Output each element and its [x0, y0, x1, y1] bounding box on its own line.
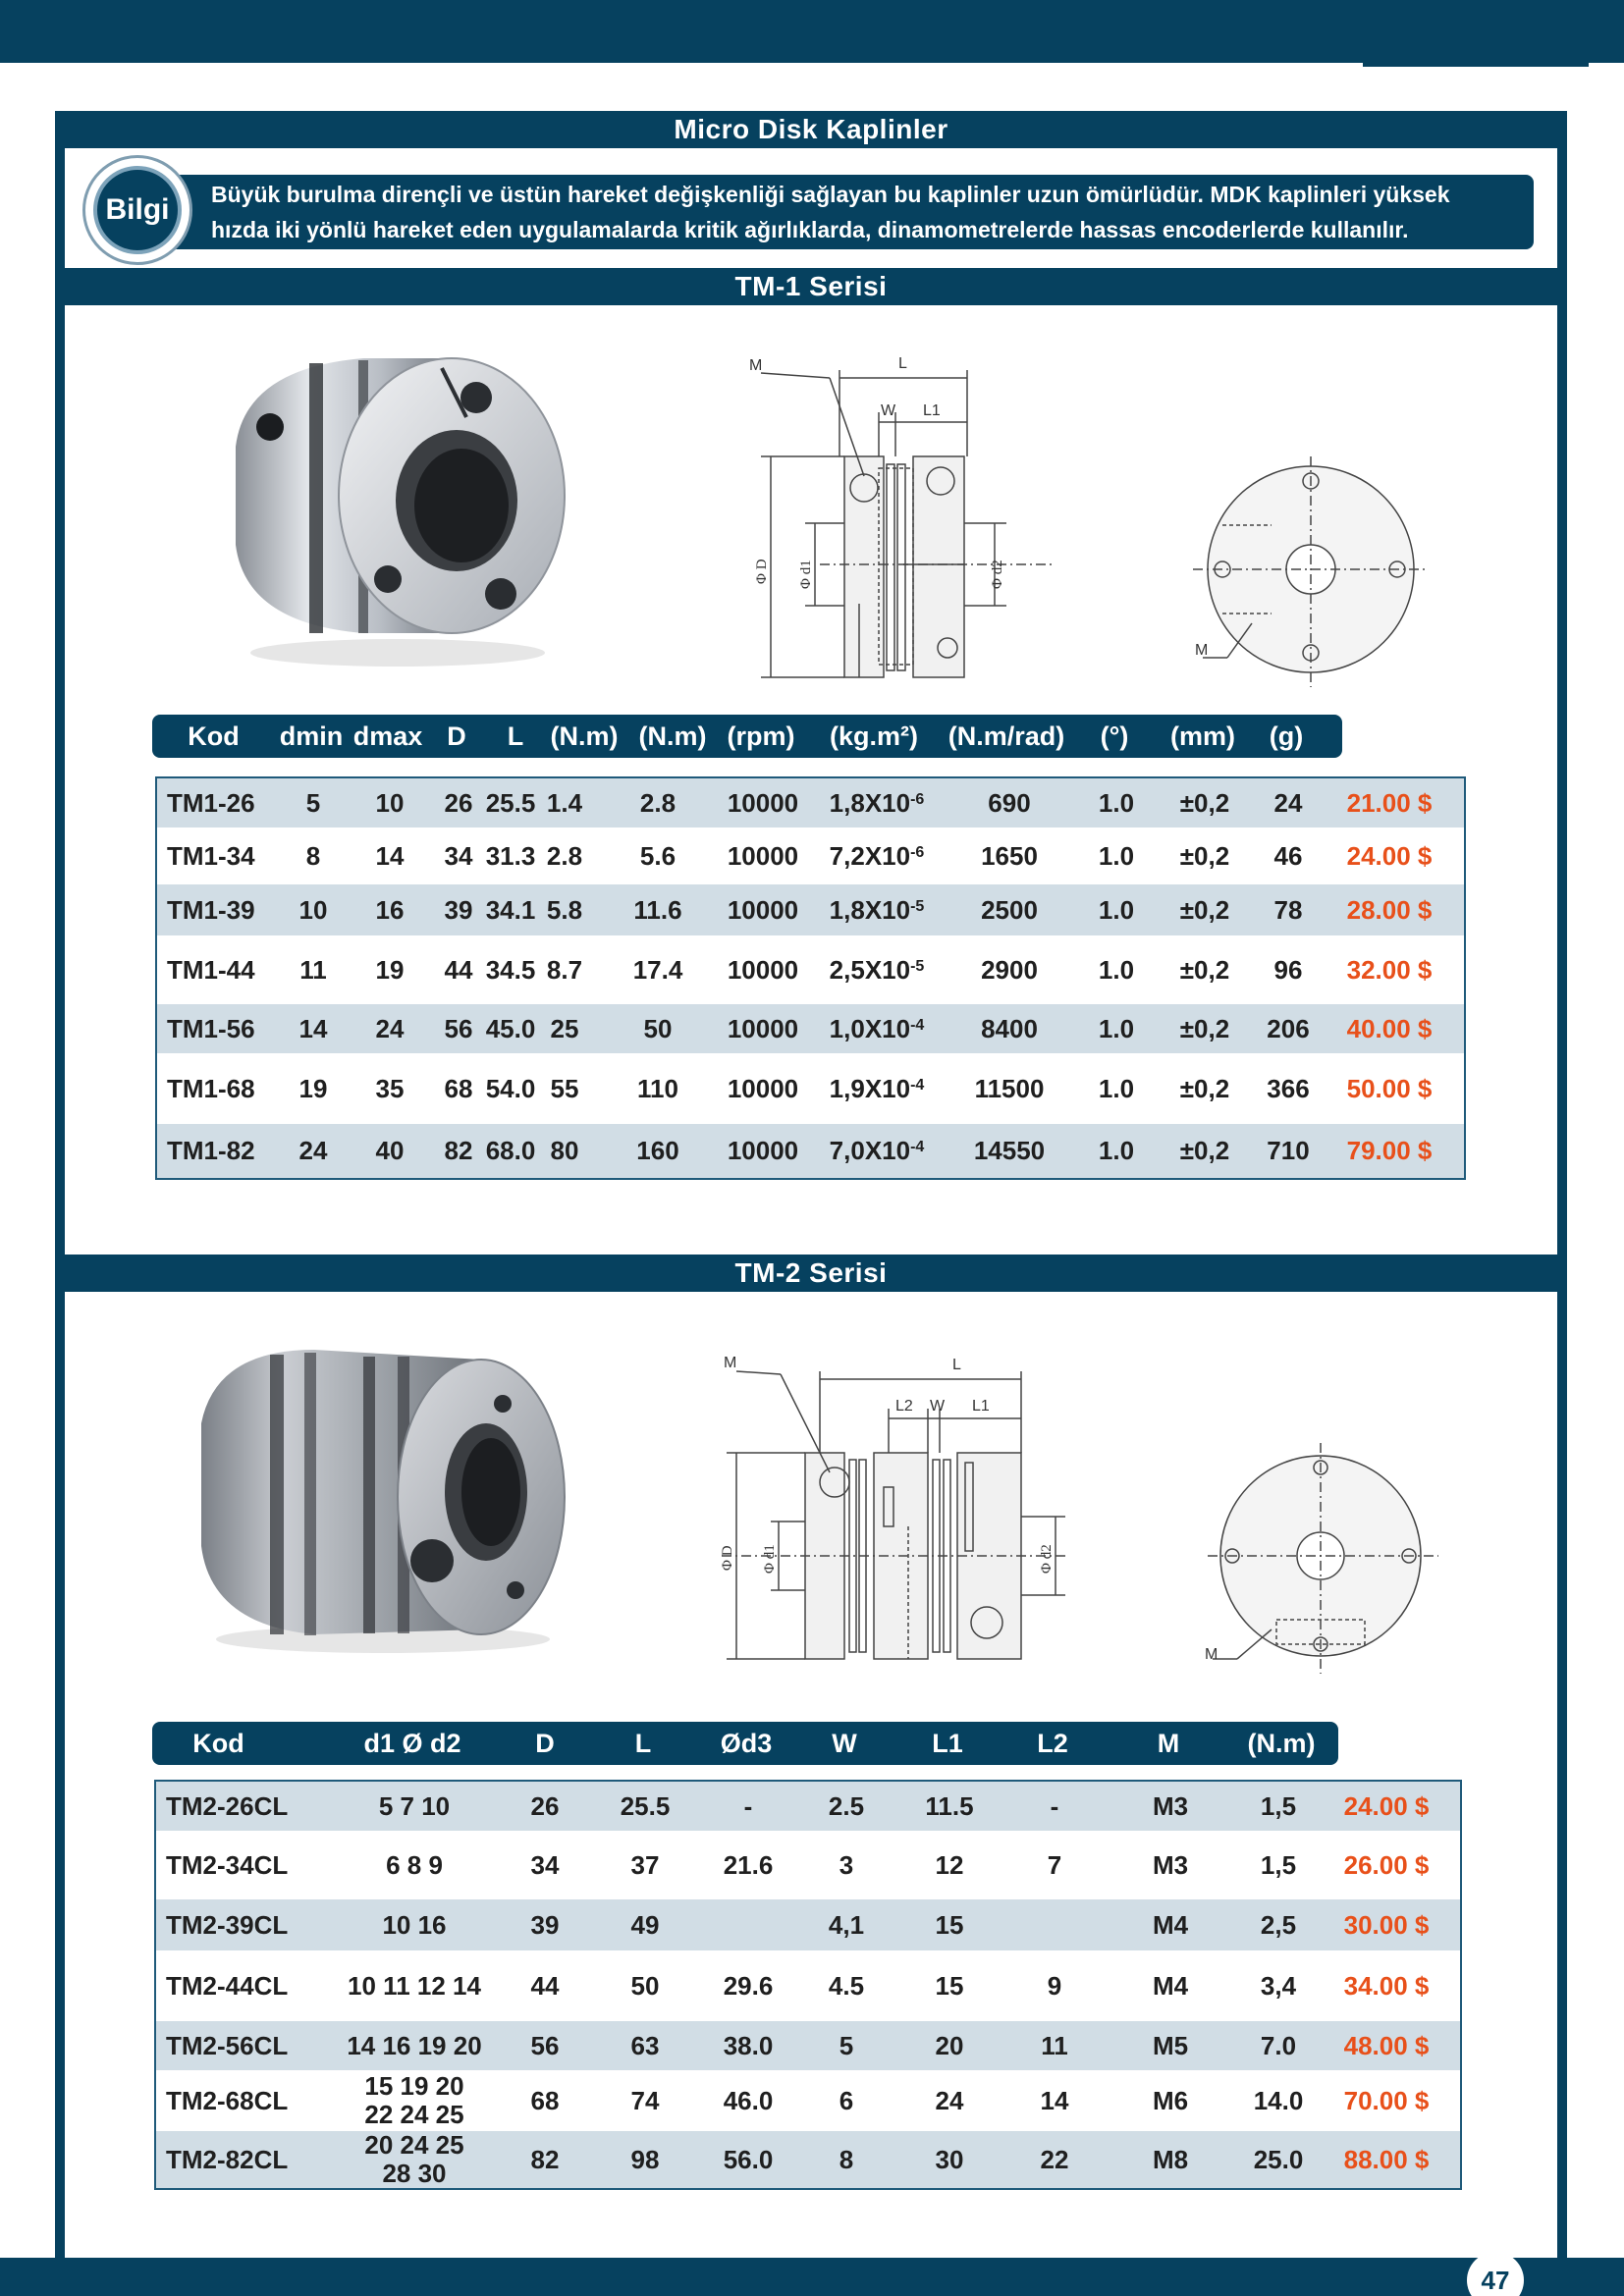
tm1-cell-code: TM1-26 [167, 787, 255, 818]
tm1-product-photo [216, 329, 579, 672]
tm2-cell-l2: 22 [1040, 2144, 1069, 2174]
tm1-cell-rpm: 10000 [727, 954, 799, 985]
tm1-cell-inertia: 1,8X10 $^{-5}$ [829, 894, 925, 925]
tm2-drawing-label-l: L [952, 1357, 961, 1373]
tm2-cell-torque: 1,5 [1260, 1790, 1297, 1821]
tm1-cell-dmin: 14 [298, 1013, 328, 1043]
tm1-cell-g: 46 [1273, 840, 1303, 871]
tm2-cell-l: 63 [630, 2030, 660, 2060]
tm2-drawing-label-phid: Φ D [720, 1545, 735, 1571]
tm1-cell-dmax: 19 [375, 954, 405, 985]
tm1-cell-dmax: 24 [375, 1013, 405, 1043]
tm1-cell-g: 710 [1267, 1136, 1310, 1165]
tm1-cell-l: 54.0 [485, 1073, 536, 1103]
tm2-cell-torque: 25.0 [1253, 2144, 1304, 2174]
tm2-drawing-label-phid2: Φ d2 [1039, 1544, 1055, 1574]
tm1-cell-mm: ±0,2 [1179, 1136, 1230, 1165]
tm2-cell-m: M4 [1152, 1970, 1189, 2001]
info-line-2: hızda iki yönlü hareket eden uygulamalarda kritik ağırlıklarda, dinamometrelerde hassas encoderlerde kullanılır. [211, 217, 1409, 242]
tm1-drawing-label-phid2: Φ d2 [990, 560, 1005, 589]
tm1-cell-rpm: 10000 [727, 894, 799, 925]
tm1-cell-stiffness: 2900 [981, 954, 1038, 985]
tm1-cell-code: TM1-39 [167, 894, 255, 925]
tm2-cell-d: 26 [530, 1790, 560, 1821]
tm2-header-m: M [1157, 1729, 1180, 1758]
tm2-cell-torque: 1,5 [1260, 1849, 1297, 1880]
tm2-header-l1: L1 [932, 1729, 963, 1758]
tm1-cell-inertia: 1,9X10 $^{-4}$ [829, 1073, 925, 1103]
tm2-cell-l1: 15 [935, 1909, 964, 1940]
tm2-cell-torque: 7.0 [1260, 2030, 1297, 2060]
tm1-cell-d: 56 [444, 1013, 473, 1043]
tm1-cell-torque1: 8.7 [546, 954, 583, 985]
tm1-cell-price: 32.00 $ [1346, 954, 1433, 985]
tm1-cell-angle: 1.0 [1098, 894, 1135, 925]
tm1-cell-angle: 1.0 [1098, 1073, 1135, 1103]
tm1-cell-mm: ±0,2 [1179, 787, 1230, 818]
tm1-cell-dmin: 10 [298, 894, 328, 925]
tm1-cell-torque1: 55 [550, 1073, 579, 1103]
tm2-cell-d3 [704, 1899, 792, 1950]
tm1-cell-price: 50.00 $ [1346, 1073, 1433, 1103]
tm2-header-kod: Kod [192, 1729, 244, 1758]
tm2-cell-l1: 30 [935, 2144, 964, 2174]
tm2-cell-code: TM2-68CL [166, 2085, 289, 2115]
tm1-cell-inertia: 1,0X10 $^{-4}$ [829, 1013, 925, 1043]
tm1-cell-mm: ±0,2 [1179, 1073, 1230, 1103]
tm1-cell-stiffness: 2500 [981, 894, 1038, 925]
tm1-cell-d: 68 [444, 1073, 473, 1103]
tm1-cell-d: 34 [444, 840, 473, 871]
tm1-technical-drawing-side [741, 348, 1134, 692]
tm1-header-d: D [447, 721, 466, 751]
tm1-cell-d: 39 [444, 894, 473, 925]
tm1-cell-l: 34.5 [485, 954, 536, 985]
tm2-technical-drawing-front [1193, 1438, 1448, 1683]
table-row [156, 1899, 1460, 1950]
tm1-cell-torque2: 11.6 [633, 894, 682, 925]
table-row [157, 935, 1464, 1004]
table-row [156, 2021, 1460, 2070]
tm1-cell-torque2: 110 [637, 1073, 678, 1103]
tm1-cell-stiffness: 8400 [981, 1013, 1038, 1043]
tm1-cell-torque2: 17.4 [632, 954, 683, 985]
tm1-cell-d: 44 [444, 954, 473, 985]
info-line-1: Büyük burulma dirençli ve üstün hareket değişkenliği sağlayan bu kaplinler uzun ömürlüdür. MDK kaplinleri yüksek [211, 182, 1450, 207]
table-row [156, 1831, 1460, 1899]
tm2-cell-m: M8 [1152, 2144, 1189, 2174]
tm1-header-inertia: (kg.m²) [830, 721, 918, 751]
tm2-cell-l1: 20 [935, 2030, 964, 2060]
tm1-cell-mm: ±0,2 [1179, 840, 1230, 871]
tm1-drawing-label-w: W [881, 402, 896, 419]
table-row [156, 2070, 1460, 2131]
tm1-cell-inertia: 7,2X10 $^{-6}$ [829, 840, 925, 871]
page-title: Micro Disk Kaplinler [55, 111, 1567, 148]
tm2-cell-m: M6 [1152, 2085, 1189, 2115]
tm2-cell-price: 26.00 $ [1343, 1849, 1430, 1880]
tm2-cell-price: 24.00 $ [1343, 1790, 1430, 1821]
tm1-cell-code: TM1-56 [167, 1013, 255, 1043]
tm2-header-d: D [535, 1729, 555, 1758]
tm2-cell-torque: 14.0 [1253, 2085, 1304, 2115]
info-box [147, 175, 1534, 249]
tm1-cell-dmax: 40 [375, 1136, 405, 1165]
tm2-cell-code: TM2-56CL [166, 2030, 289, 2060]
tm2-cell-l: 50 [630, 1970, 660, 2001]
tm1-table-header [152, 715, 1342, 758]
tm1-cell-rpm: 10000 [727, 1073, 799, 1103]
tm2-cell-d3: 46.0 [723, 2085, 774, 2115]
tm2-cell-m: M4 [1152, 1909, 1189, 1940]
tm1-cell-dmin: 24 [298, 1136, 328, 1165]
tm1-drawing-label-l: L [898, 355, 907, 372]
tm1-cell-torque2: 5.6 [639, 840, 677, 871]
tm2-cell-l1: 24 [935, 2085, 964, 2115]
tm1-cell-stiffness: 11500 [974, 1073, 1045, 1103]
tm2-cell-d1d2: 10 11 12 14 [348, 1970, 481, 2001]
tm1-cell-angle: 1.0 [1098, 1013, 1135, 1043]
tm2-cell-code: TM2-44CL [166, 1970, 289, 2001]
tm2-drawing-label-w: W [930, 1398, 946, 1415]
tm1-cell-code: TM1-34 [167, 840, 255, 871]
tm1-cell-inertia: 1,8X10 $^{-6}$ [829, 787, 925, 818]
tm1-drawing-label-phid: Φ D [754, 559, 770, 584]
tm1-cell-price: 21.00 $ [1346, 787, 1433, 818]
tm1-drawing-label-phid1: Φ d1 [798, 560, 814, 589]
tm2-drawing-label-l1: L1 [972, 1398, 990, 1415]
tm2-cell-l: 98 [630, 2144, 660, 2174]
tm2-cell-m: M5 [1152, 2030, 1189, 2060]
tm1-cell-torque1: 25 [550, 1013, 579, 1043]
tm1-cell-torque2: 50 [643, 1013, 673, 1043]
tm1-cell-code: TM1-44 [167, 954, 255, 985]
tm1-header-torque2: (N.m) [638, 721, 707, 751]
tm2-cell-d: 68 [530, 2085, 560, 2115]
tm1-drawing-label-m: M [749, 357, 763, 374]
tm2-cell-d: 34 [530, 1849, 560, 1880]
tm1-cell-l: 34.1 [485, 894, 536, 925]
tm1-header-l: L [507, 721, 524, 751]
tm2-cell-l1: 12 [935, 1849, 964, 1880]
tm2-cell-l2: 9 [1047, 1970, 1062, 2001]
tm2-cell-m: M3 [1152, 1849, 1189, 1880]
tm2-cell-l2 [1020, 1899, 1089, 1950]
table-row [157, 1053, 1464, 1124]
tm1-cell-g: 206 [1267, 1013, 1310, 1043]
tm1-cell-angle: 1.0 [1098, 954, 1135, 985]
tm2-cell-d: 44 [530, 1970, 560, 2001]
tm1-cell-l: 31.3 [485, 840, 536, 871]
tm1-technical-drawing-front [1183, 447, 1448, 692]
tm2-cell-code: TM2-39CL [166, 1909, 289, 1940]
tm2-cell-d3: 21.6 [723, 1849, 774, 1880]
tm2-cell-torque: 2,5 [1260, 1909, 1297, 1940]
tm1-cell-g: 78 [1273, 894, 1303, 925]
tm2-cell-w: 3 [839, 1849, 854, 1880]
tm1-cell-dmin: 5 [305, 787, 321, 818]
tm2-cell-l: 25.5 [620, 1790, 671, 1821]
tm2-cell-l: 74 [630, 2085, 660, 2115]
tm2-header-torque: (N.m) [1247, 1729, 1316, 1758]
tm1-cell-d: 26 [444, 787, 473, 818]
tm2-drawing-label-l2: L2 [895, 1398, 913, 1415]
tm2-cell-m: M3 [1152, 1790, 1189, 1821]
tm1-cell-inertia: 7,0X10 $^{-4}$ [829, 1136, 925, 1165]
tm2-cell-code: TM2-26CL [166, 1790, 289, 1821]
tm2-cell-d1d2: 5 7 10 [378, 1790, 451, 1821]
tm2-technical-drawing-side [712, 1350, 1144, 1674]
tm2-cell-d3: 29.6 [723, 1970, 774, 2001]
tm2-header-l: L [634, 1729, 652, 1758]
tm2-front-label-m: M [1205, 1646, 1218, 1663]
tm1-cell-dmax: 35 [375, 1073, 405, 1103]
tm2-cell-l1: 15 [935, 1970, 964, 2001]
tm1-cell-price: 24.00 $ [1346, 840, 1433, 871]
table-row [156, 1782, 1460, 1831]
tm2-drawing-label-phid1: Φ d1 [762, 1544, 778, 1574]
tm2-cell-l: 37 [630, 1849, 660, 1880]
tm2-table-header [152, 1722, 1338, 1765]
tm2-section-title: TM-2 Serisi [55, 1255, 1567, 1292]
tm1-cell-g: 24 [1273, 787, 1303, 818]
tm1-header-dmin: dmin [279, 721, 344, 751]
tm1-cell-angle: 1.0 [1098, 1136, 1135, 1165]
tm2-cell-code: TM2-34CL [166, 1849, 289, 1880]
tm1-header-kod: Kod [188, 721, 240, 751]
tm1-cell-d: 82 [444, 1136, 473, 1165]
tm1-cell-torque1: 1.4 [546, 787, 583, 818]
tm1-header-g: (g) [1269, 721, 1304, 751]
tm2-cell-l2: - [1050, 1790, 1059, 1821]
info-badge-label: Bilgi [93, 166, 182, 254]
tm1-cell-rpm: 10000 [727, 1136, 799, 1165]
tm1-cell-rpm: 10000 [727, 787, 799, 818]
tm1-cell-rpm: 10000 [727, 1013, 799, 1043]
tm1-cell-mm: ±0,2 [1179, 954, 1230, 985]
tm1-cell-g: 96 [1273, 954, 1303, 985]
tm2-cell-torque: 3,4 [1260, 1970, 1297, 2001]
tm2-cell-d3: - [743, 1790, 753, 1821]
tm1-header-rpm: (rpm) [727, 721, 795, 751]
tm2-cell-d: 56 [530, 2030, 560, 2060]
tm2-cell-price: 34.00 $ [1343, 1970, 1430, 2001]
tm2-cell-w: 6 [839, 2085, 854, 2115]
info-badge [82, 155, 192, 265]
tm2-cell-price: 48.00 $ [1343, 2030, 1430, 2060]
tm2-header-d3: Ød3 [720, 1729, 773, 1758]
tm2-header-w: W [832, 1729, 857, 1758]
tm1-cell-code: TM1-82 [167, 1136, 255, 1165]
tm1-cell-dmax: 10 [375, 787, 405, 818]
tm1-cell-inertia: 2,5X10 $^{-5}$ [829, 954, 925, 985]
table-row [157, 778, 1464, 828]
page-number: 47 [1467, 2252, 1524, 2296]
tm1-cell-torque1: 80 [550, 1136, 579, 1165]
tm1-cell-dmin: 19 [298, 1073, 328, 1103]
tm2-cell-d3: 38.0 [723, 2030, 774, 2060]
tm2-cell-price: 30.00 $ [1343, 1909, 1430, 1940]
tm2-cell-d: 39 [530, 1909, 560, 1940]
tm2-cell-w: 5 [839, 2030, 854, 2060]
tm1-cell-stiffness: 690 [988, 787, 1031, 818]
tm2-cell-d1d2: 6 8 9 [386, 1849, 443, 1880]
tm1-cell-torque2: 2.8 [639, 787, 677, 818]
tm2-drawing-label-m: M [724, 1355, 737, 1371]
tm2-cell-d1d2: 14 16 19 20 [347, 2030, 482, 2060]
tm2-header-d1d2: d1 Ø d2 [363, 1729, 461, 1758]
tm1-header-stiffness: (N.m/rad) [947, 721, 1065, 751]
tm1-cell-torque1: 2.8 [546, 840, 583, 871]
tm2-product-photo [187, 1335, 579, 1659]
tm2-cell-w: 2.5 [828, 1790, 865, 1821]
tm1-cell-g: 366 [1267, 1073, 1310, 1103]
tm2-cell-price: 88.00 $ [1343, 2144, 1430, 2174]
tm1-cell-dmin: 8 [305, 840, 321, 871]
tm2-cell-price: 70.00 $ [1343, 2085, 1430, 2115]
tm2-cell-w: 4.5 [828, 1970, 865, 2001]
table-row [157, 1124, 1464, 1178]
table-row [156, 1950, 1460, 2021]
tm2-cell-l2: 14 [1040, 2085, 1069, 2115]
tm2-cell-code: TM2-82CL [166, 2144, 289, 2174]
tm1-header-torque1: (N.m) [550, 721, 619, 751]
tm1-cell-stiffness: 1650 [981, 840, 1038, 871]
tm1-cell-l: 25.5 [485, 787, 536, 818]
tm1-cell-price: 40.00 $ [1346, 1013, 1433, 1043]
table-row [157, 884, 1464, 935]
table-row [156, 2131, 1460, 2188]
tm1-cell-dmin: 11 [299, 954, 327, 985]
tm2-cell-d: 82 [530, 2144, 560, 2174]
tm1-cell-l: 68.0 [485, 1136, 536, 1165]
tm2-cell-d1d2: 15 19 20 22 24 25 [364, 2071, 464, 2129]
tm1-cell-mm: ±0,2 [1179, 894, 1230, 925]
tm1-cell-angle: 1.0 [1098, 787, 1135, 818]
tm1-drawing-label-l1: L1 [923, 402, 941, 419]
tm1-cell-code: TM1-68 [167, 1073, 255, 1103]
table-row [157, 1004, 1464, 1053]
tm2-cell-w: 4,1 [828, 1909, 865, 1940]
tm1-cell-angle: 1.0 [1098, 840, 1135, 871]
tm2-cell-d1d2: 10 16 [382, 1909, 447, 1940]
tm1-cell-rpm: 10000 [727, 840, 799, 871]
tm1-header-mm: (mm) [1170, 721, 1235, 751]
tm1-cell-l: 45.0 [485, 1013, 536, 1043]
top-bar-tab [1363, 63, 1589, 67]
tm2-header-l2: L2 [1037, 1729, 1068, 1758]
tm2-cell-w: 8 [839, 2144, 854, 2174]
tm2-cell-l2: 7 [1047, 1849, 1062, 1880]
bottom-bar [0, 2258, 1624, 2296]
tm1-table [155, 776, 1466, 1180]
tm1-front-label-m: M [1195, 642, 1209, 659]
tm1-cell-torque1: 5.8 [546, 894, 583, 925]
top-bar [0, 0, 1624, 63]
tm2-cell-l2: 11 [1041, 2030, 1068, 2060]
tm1-cell-dmax: 14 [375, 840, 405, 871]
tm1-header-dmax: dmax [352, 721, 423, 751]
tm1-section-title: TM-1 Serisi [55, 268, 1567, 305]
tm2-cell-d1d2: 20 24 25 28 30 [364, 2130, 464, 2188]
tm1-cell-torque2: 160 [636, 1136, 679, 1165]
tm2-cell-d3: 56.0 [723, 2144, 774, 2174]
tm1-header-angle: (°) [1100, 721, 1129, 751]
tm2-cell-l: 49 [630, 1909, 660, 1940]
tm1-cell-stiffness: 14550 [973, 1136, 1046, 1165]
table-row [157, 828, 1464, 884]
tm1-cell-price: 28.00 $ [1346, 894, 1433, 925]
tm1-cell-mm: ±0,2 [1179, 1013, 1230, 1043]
tm1-cell-price: 79.00 $ [1346, 1136, 1433, 1165]
tm2-table [154, 1780, 1462, 2190]
tm1-cell-dmax: 16 [375, 894, 405, 925]
tm2-cell-l1: 11.5 [925, 1790, 974, 1821]
